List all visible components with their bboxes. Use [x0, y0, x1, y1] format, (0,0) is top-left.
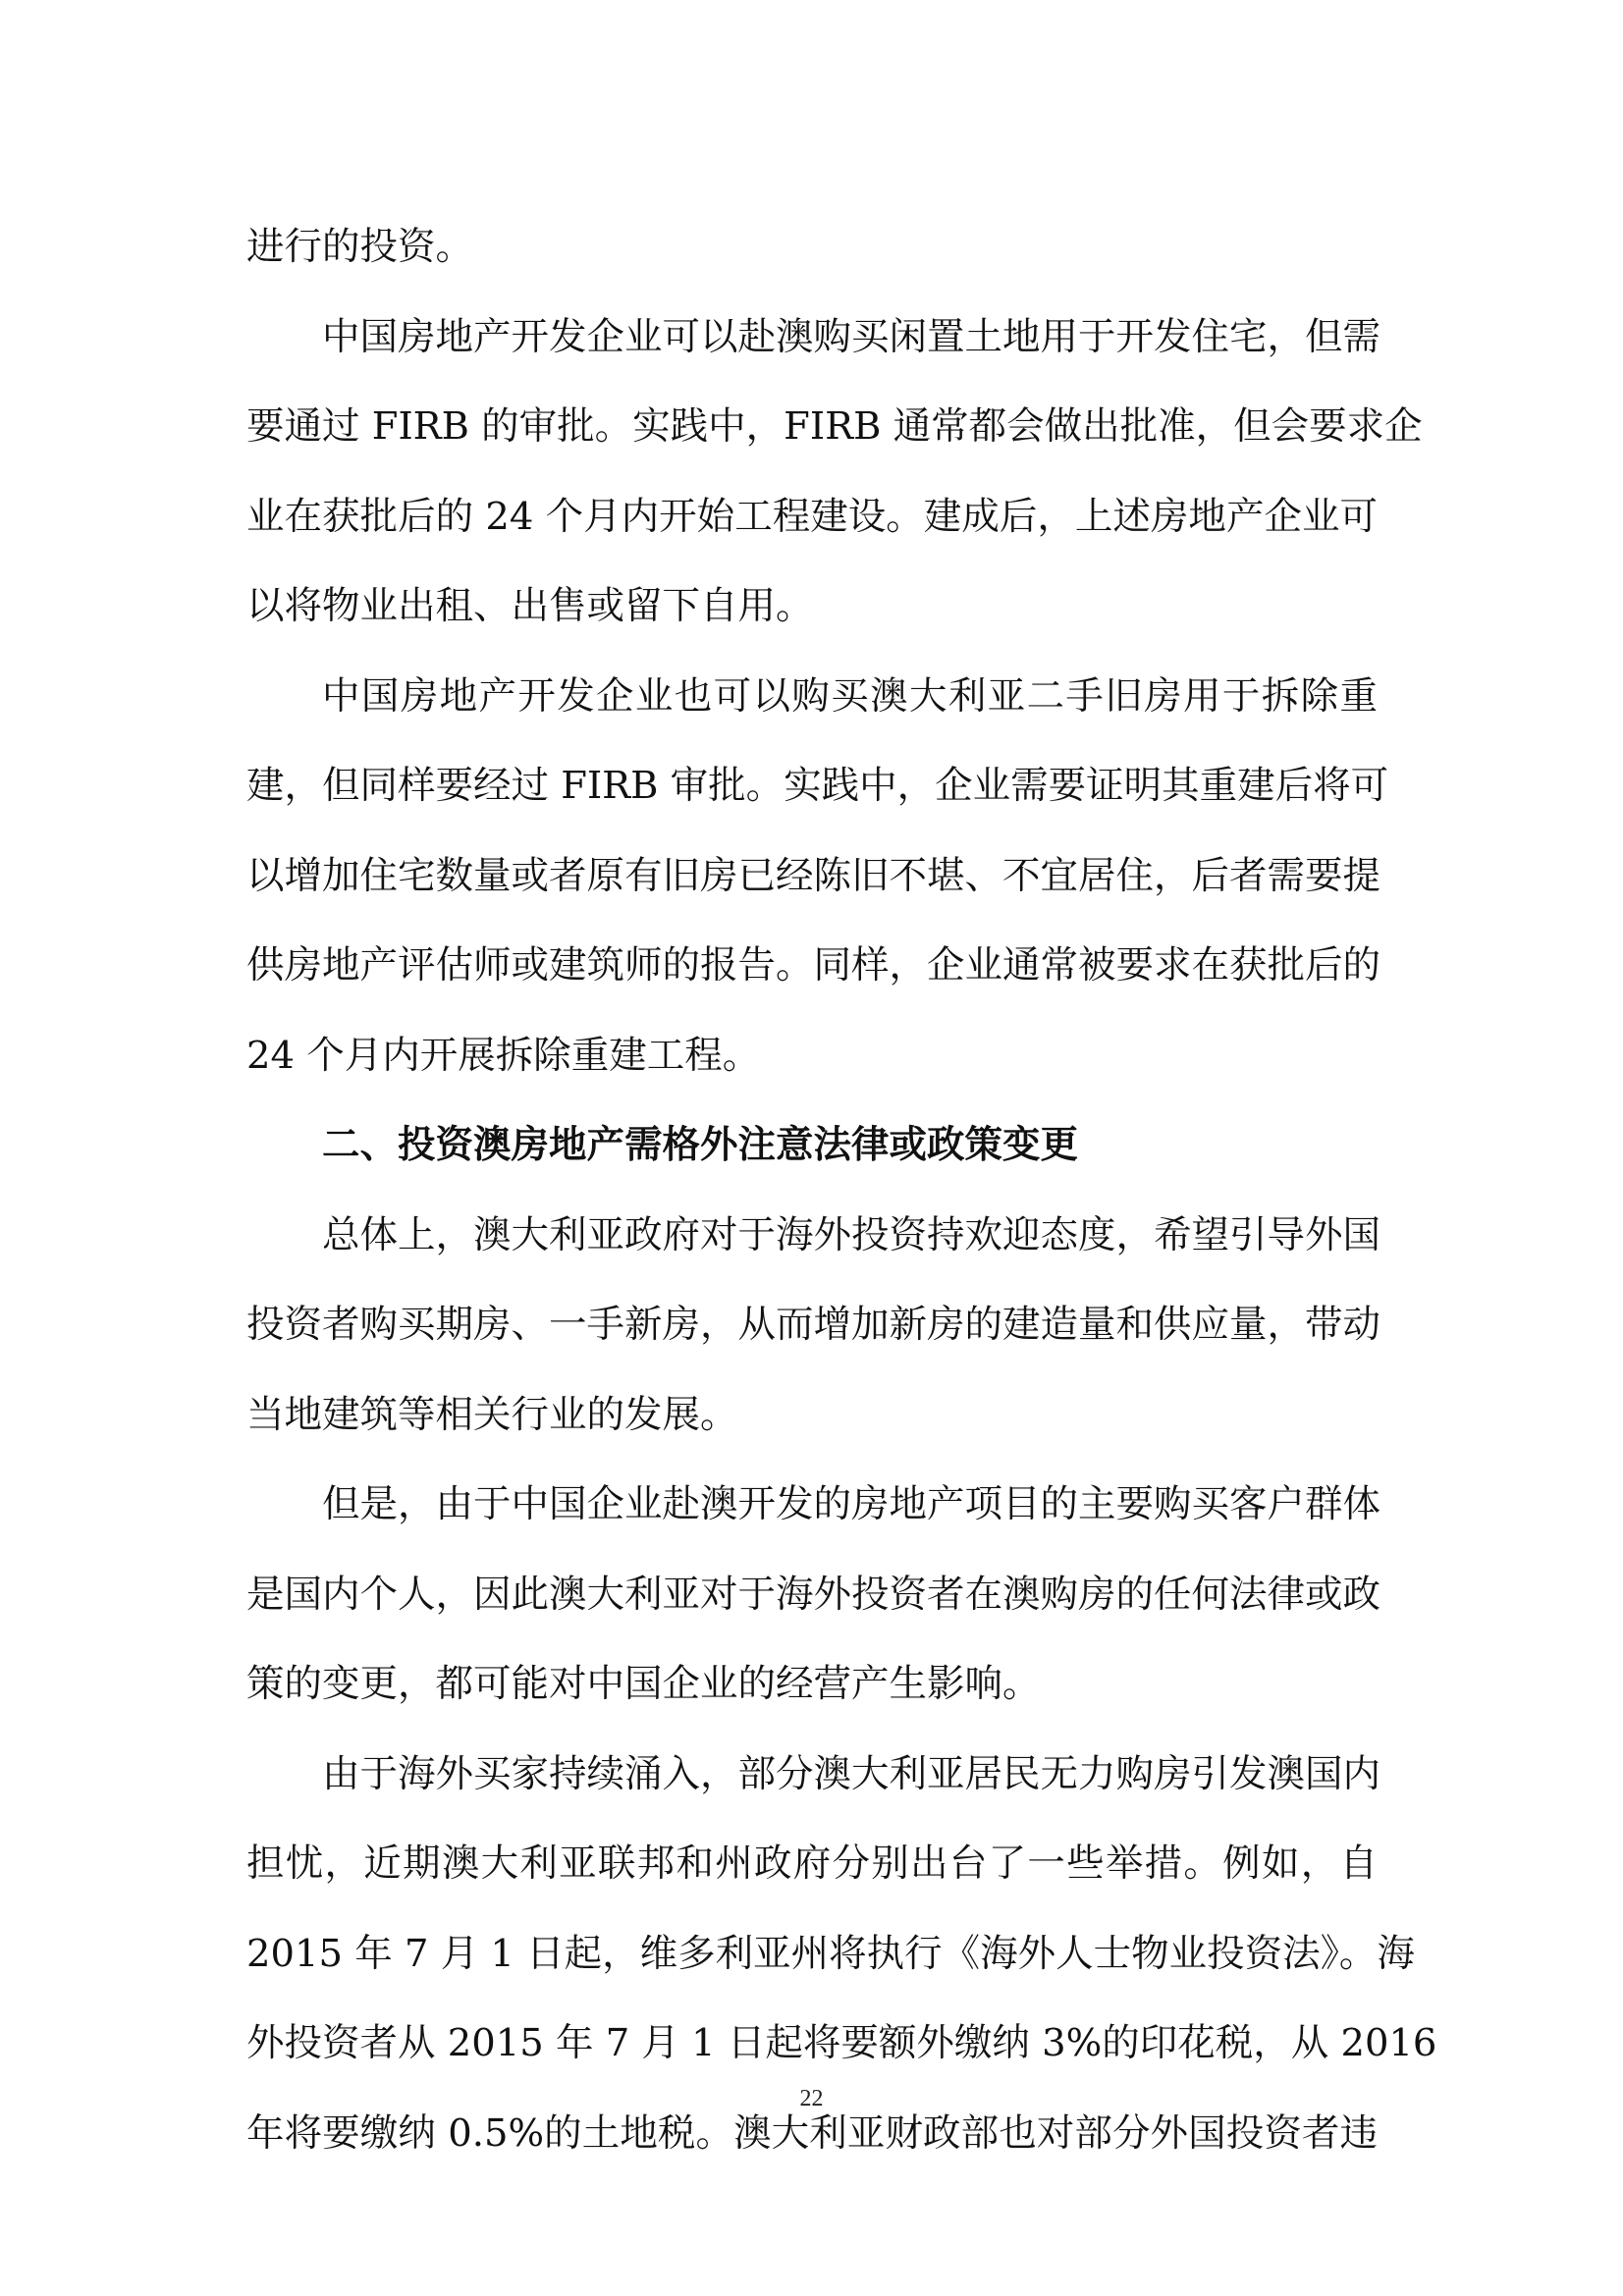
text-line: 供房地产评估师或建筑师的报告。同样，企业通常被要求在获批后的	[246, 943, 1381, 988]
text-line: 策的变更，都可能对中国企业的经营产生影响。	[246, 1662, 1041, 1706]
text-line: 业在获批后的 24 个月内开始工程建设。建成后，上述房地产企业可	[246, 494, 1378, 539]
text-line: 以将物业出租、出售或留下自用。	[246, 584, 814, 628]
text-line: 担忧，近期澳大利亚联邦和州政府分别出台了一些举措。例如，自	[246, 1842, 1378, 1886]
text-line: 进行的投资。	[246, 225, 474, 269]
text-line: 但是，由于中国企业赴澳开发的房地产项目的主要购买客户群体	[322, 1482, 1381, 1526]
text-line: 中国房地产开发企业可以赴澳购买闲置土地用于开发住宅，但需	[322, 314, 1381, 359]
text-line: 当地建筑等相关行业的发展。	[246, 1392, 738, 1437]
text-line: 外投资者从 2015 年 7 月 1 日起将要额外缴纳 3%的印花税，从 2016	[246, 2021, 1437, 2065]
text-line: 是国内个人，因此澳大利亚对于海外投资者在澳购房的任何法律或政	[246, 1572, 1381, 1617]
text-line: 要通过 FIRB 的审批。实践中，FIRB 通常都会做出批准，但会要求企	[246, 404, 1423, 449]
text-line: 24 个月内开展拆除重建工程。	[246, 1033, 761, 1078]
body-text	[246, 202, 1437, 2178]
text-line: 总体上，澳大利亚政府对于海外投资持欢迎态度，希望引导外国	[322, 1212, 1381, 1257]
section-heading: 二、投资澳房地产需格外注意法律或政策变更	[322, 1123, 1079, 1167]
text-line: 中国房地产开发企业也可以购买澳大利亚二手旧房用于拆除重	[322, 673, 1378, 719]
page-number: 22	[799, 2086, 824, 2111]
text-line: 建，但同样要经过 FIRB 审批。实践中，企业需要证明其重建后将可	[246, 764, 1389, 808]
text-line: 年将要缴纳 0.5%的土地税。澳大利亚财政部也对部分外国投资者违	[246, 2110, 1378, 2156]
text-line: 2015 年 7 月 1 日起，维多利亚州将执行《海外人士物业投资法》。海	[246, 1931, 1415, 1976]
text-line: 以增加住宅数量或者原有旧房已经陈旧不堪、不宜居住，后者需要提	[246, 853, 1381, 898]
text-line: 投资者购买期房、一手新房，从而增加新房的建造量和供应量，带动	[246, 1303, 1381, 1347]
text-line: 由于海外买家持续涌入，部分澳大利亚居民无力购房引发澳国内	[322, 1751, 1381, 1796]
